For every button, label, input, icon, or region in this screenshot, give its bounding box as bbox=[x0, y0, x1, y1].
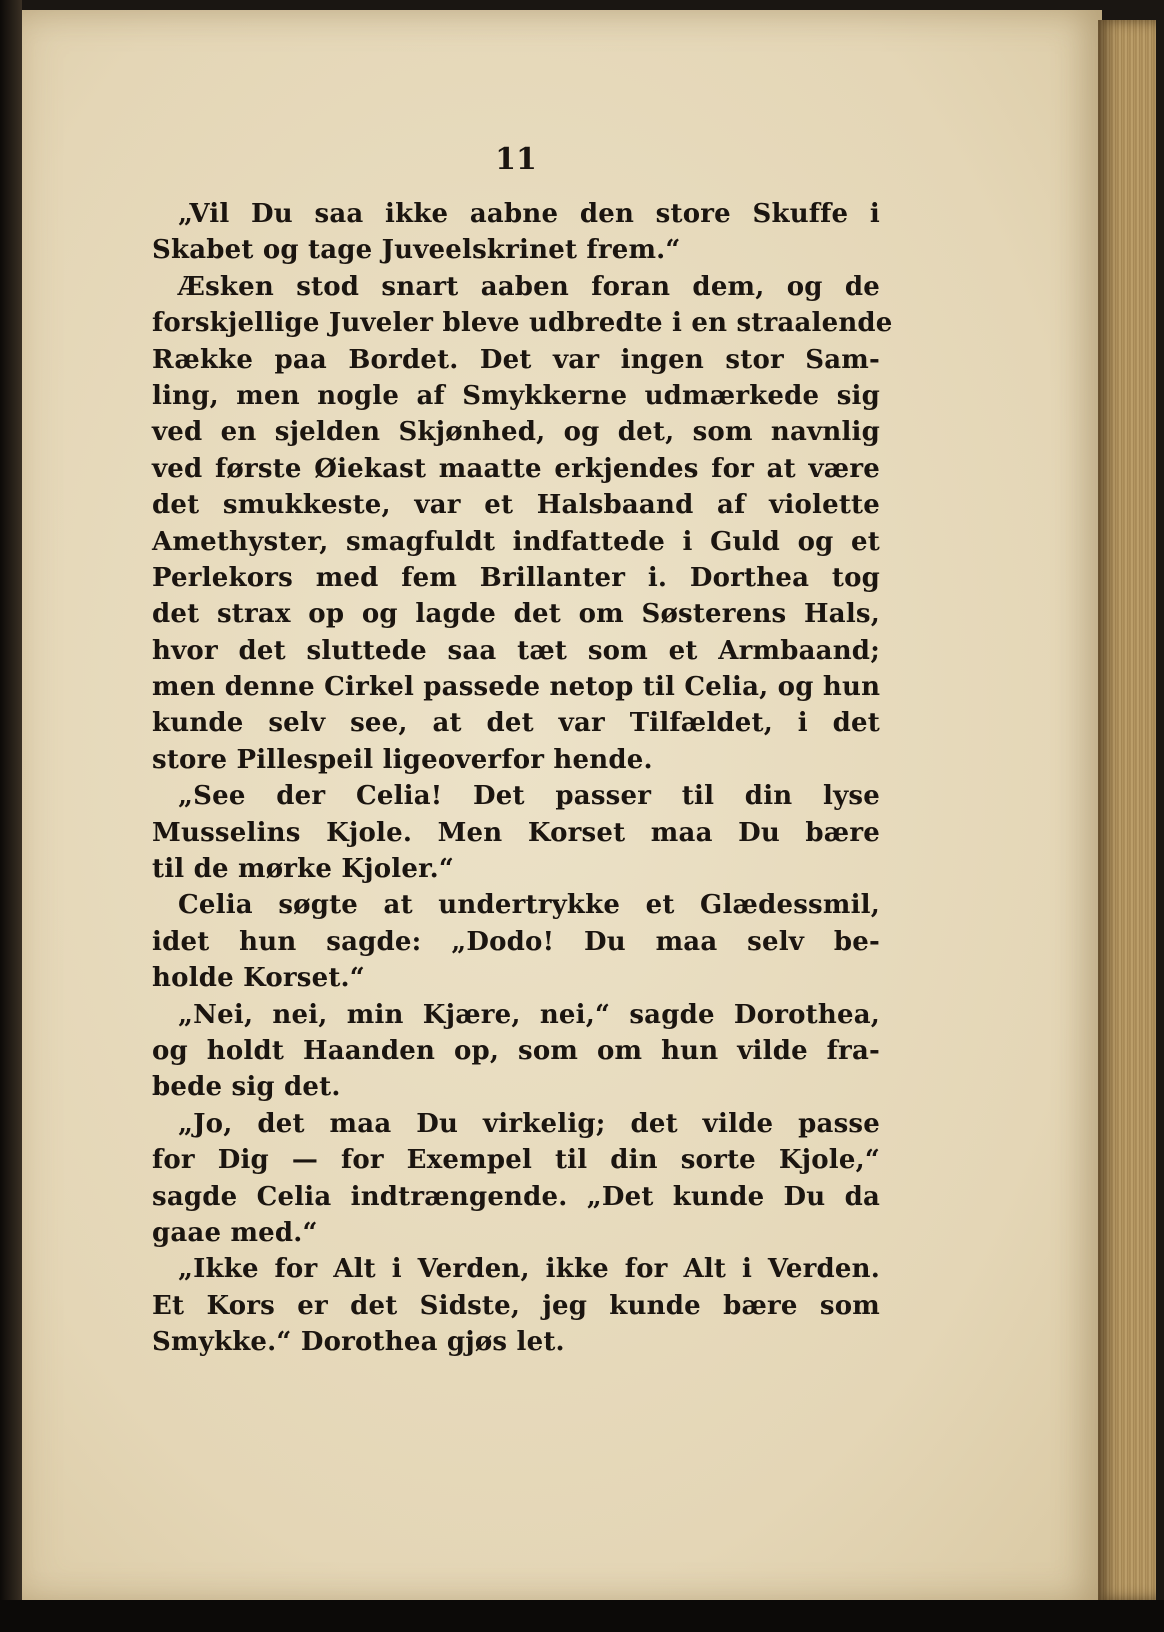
text-line: Række paa Bordet. Det var ingen stor Sam- bbox=[152, 344, 880, 375]
page-number: 11 bbox=[495, 142, 537, 177]
body-text bbox=[152, 196, 893, 1361]
text-line: Celia søgte at undertrykke et Glædessmil, bbox=[178, 890, 880, 921]
text-line: „Nei, nei, min Kjære, nei,“ sagde Dorothea, bbox=[178, 999, 880, 1030]
text-line: det smukkeste, var et Halsbaand af violette bbox=[152, 490, 880, 521]
text-line: Æsken stod snart aaben foran dem, og de bbox=[178, 271, 880, 302]
text-line: til de mørke Kjoler.“ bbox=[152, 854, 455, 885]
text-block bbox=[152, 140, 893, 1361]
text-line: og holdt Haanden op, som om hun vilde fra- bbox=[152, 1035, 880, 1066]
text-line: Perlekors med fem Brillanter i. Dorthea tog bbox=[152, 562, 880, 593]
left-shadow bbox=[0, 0, 22, 1632]
text-line: ved en sjelden Skjønhed, og det, som navnlig bbox=[152, 417, 880, 448]
bottom-shadow bbox=[0, 1600, 1164, 1632]
text-line: for Dig — for Exempel til din sorte Kjole,“ bbox=[152, 1145, 880, 1176]
page-edge bbox=[1098, 20, 1156, 1600]
text-line: bede sig det. bbox=[152, 1072, 341, 1103]
text-line: kunde selv see, at det var Tilfældet, i det bbox=[152, 708, 880, 739]
text-line: Skabet og tage Juveelskrinet frem.“ bbox=[152, 235, 681, 266]
text-line: holde Korset.“ bbox=[152, 963, 365, 994]
text-line: forskjellige Juveler bleve udbredte i en straalende bbox=[152, 308, 893, 339]
text-line: Amethyster, smagfuldt indfattede i Guld og et bbox=[152, 526, 880, 557]
text-line: Et Kors er det Sidste, jeg kunde bære som bbox=[152, 1290, 880, 1321]
text-line: „Jo, det maa Du virkelig; det vilde passe bbox=[178, 1108, 880, 1139]
text-line: idet hun sagde: „Dodo! Du maa selv be- bbox=[152, 926, 880, 957]
text-line: sagde Celia indtrængende. „Det kunde Du da bbox=[152, 1181, 880, 1212]
text-line: det strax op og lagde det om Søsterens Hals, bbox=[152, 599, 880, 630]
text-line: hvor det sluttede saa tæt som et Armbaand; bbox=[152, 635, 880, 666]
text-line: „See der Celia! Det passer til din lyse bbox=[178, 781, 880, 812]
text-line: „Ikke for Alt i Verden, ikke for Alt i Verden. bbox=[178, 1254, 880, 1285]
text-line: store Pillespeil ligeoverfor hende. bbox=[152, 744, 653, 775]
text-line: ling, men nogle af Smykkerne udmærkede sig bbox=[152, 380, 880, 411]
text-line: Smykke.“ Dorothea gjøs let. bbox=[152, 1327, 565, 1358]
text-line: ved første Øiekast maatte erkjendes for at være bbox=[152, 453, 880, 484]
text-line: gaae med.“ bbox=[152, 1217, 318, 1248]
text-line: men denne Cirkel passede netop til Celia, og hun bbox=[152, 672, 881, 703]
text-line: „Vil Du saa ikke aabne den store Skuffe i bbox=[178, 199, 880, 229]
text-line: Musselins Kjole. Men Korset maa Du bære bbox=[152, 817, 880, 848]
